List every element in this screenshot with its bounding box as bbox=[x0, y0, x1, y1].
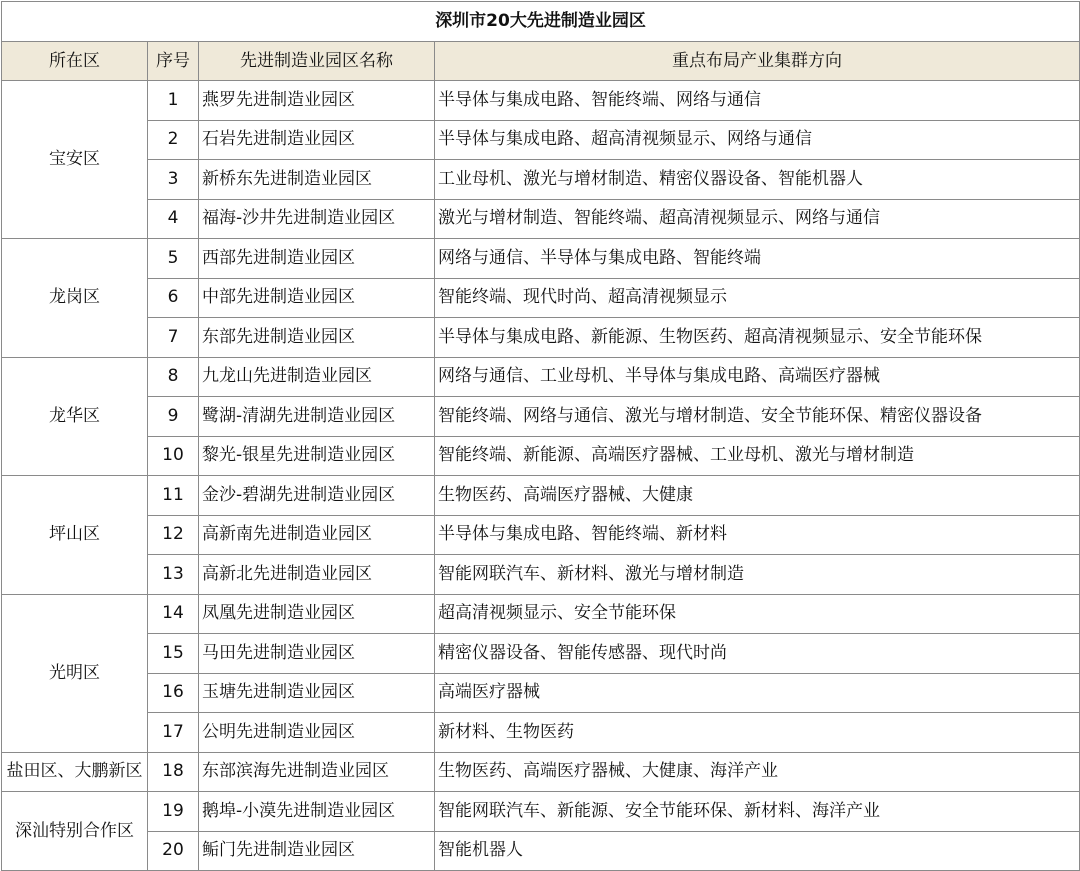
seq-cell: 10 bbox=[148, 436, 199, 476]
seq-cell: 6 bbox=[148, 278, 199, 318]
industry-cell: 高端医疗器械 bbox=[435, 673, 1080, 713]
header-park-name: 先进制造业园区名称 bbox=[199, 42, 435, 81]
industry-cell: 智能网联汽车、新材料、激光与增材制造 bbox=[435, 555, 1080, 595]
industry-cell: 生物医药、高端医疗器械、大健康、海洋产业 bbox=[435, 752, 1080, 792]
table-row bbox=[2, 318, 1080, 358]
district-cell: 龙岗区 bbox=[2, 239, 148, 358]
park-name-cell: 鹅埠-小漠先进制造业园区 bbox=[199, 792, 435, 832]
industry-cell: 精密仪器设备、智能传感器、现代时尚 bbox=[435, 634, 1080, 674]
seq-cell: 9 bbox=[148, 397, 199, 437]
industry-cell: 智能终端、新能源、高端医疗器械、工业母机、激光与增材制造 bbox=[435, 436, 1080, 476]
industry-cell: 半导体与集成电路、智能终端、网络与通信 bbox=[435, 81, 1080, 121]
table-row bbox=[2, 357, 1080, 397]
park-name-cell: 新桥东先进制造业园区 bbox=[199, 160, 435, 200]
seq-cell: 1 bbox=[148, 81, 199, 121]
table-row bbox=[2, 831, 1080, 871]
table-row bbox=[2, 673, 1080, 713]
table-row bbox=[2, 278, 1080, 318]
header-row bbox=[2, 42, 1080, 81]
table-row bbox=[2, 634, 1080, 674]
title-row bbox=[2, 2, 1080, 42]
header-district: 所在区 bbox=[2, 42, 148, 81]
industry-cell: 网络与通信、工业母机、半导体与集成电路、高端医疗器械 bbox=[435, 357, 1080, 397]
table-row bbox=[2, 160, 1080, 200]
park-name-cell: 福海-沙井先进制造业园区 bbox=[199, 199, 435, 239]
seq-cell: 12 bbox=[148, 515, 199, 555]
park-name-cell: 凤凰先进制造业园区 bbox=[199, 594, 435, 634]
district-cell: 光明区 bbox=[2, 594, 148, 752]
seq-cell: 3 bbox=[148, 160, 199, 200]
park-name-cell: 鹭湖-清湖先进制造业园区 bbox=[199, 397, 435, 437]
seq-cell: 2 bbox=[148, 120, 199, 160]
industry-cell: 智能终端、网络与通信、激光与增材制造、安全节能环保、精密仪器设备 bbox=[435, 397, 1080, 437]
table-body bbox=[2, 81, 1080, 871]
park-name-cell: 高新南先进制造业园区 bbox=[199, 515, 435, 555]
industry-cell: 网络与通信、半导体与集成电路、智能终端 bbox=[435, 239, 1080, 279]
park-name-cell: 九龙山先进制造业园区 bbox=[199, 357, 435, 397]
table-row bbox=[2, 239, 1080, 279]
industry-cell: 生物医药、高端医疗器械、大健康 bbox=[435, 476, 1080, 516]
table-row bbox=[2, 792, 1080, 832]
seq-cell: 4 bbox=[148, 199, 199, 239]
park-name-cell: 石岩先进制造业园区 bbox=[199, 120, 435, 160]
seq-cell: 15 bbox=[148, 634, 199, 674]
park-name-cell: 鲘门先进制造业园区 bbox=[199, 831, 435, 871]
table-row bbox=[2, 397, 1080, 437]
industry-cell: 半导体与集成电路、智能终端、新材料 bbox=[435, 515, 1080, 555]
park-name-cell: 黎光-银星先进制造业园区 bbox=[199, 436, 435, 476]
industry-cell: 半导体与集成电路、超高清视频显示、网络与通信 bbox=[435, 120, 1080, 160]
table-row bbox=[2, 752, 1080, 792]
table-row bbox=[2, 199, 1080, 239]
seq-cell: 16 bbox=[148, 673, 199, 713]
table-row bbox=[2, 515, 1080, 555]
industry-cell: 工业母机、激光与增材制造、精密仪器设备、智能机器人 bbox=[435, 160, 1080, 200]
park-name-cell: 玉塘先进制造业园区 bbox=[199, 673, 435, 713]
table-row bbox=[2, 120, 1080, 160]
seq-cell: 18 bbox=[148, 752, 199, 792]
park-name-cell: 西部先进制造业园区 bbox=[199, 239, 435, 279]
seq-cell: 5 bbox=[148, 239, 199, 279]
industry-cell: 半导体与集成电路、新能源、生物医药、超高清视频显示、安全节能环保 bbox=[435, 318, 1080, 358]
industry-cell: 智能网联汽车、新能源、安全节能环保、新材料、海洋产业 bbox=[435, 792, 1080, 832]
seq-cell: 17 bbox=[148, 713, 199, 753]
industry-cell: 智能终端、现代时尚、超高清视频显示 bbox=[435, 278, 1080, 318]
industry-cell: 新材料、生物医药 bbox=[435, 713, 1080, 753]
industry-cell: 超高清视频显示、安全节能环保 bbox=[435, 594, 1080, 634]
header-industry: 重点布局产业集群方向 bbox=[435, 42, 1080, 81]
table-row bbox=[2, 713, 1080, 753]
table-row bbox=[2, 476, 1080, 516]
district-cell: 坪山区 bbox=[2, 476, 148, 595]
seq-cell: 13 bbox=[148, 555, 199, 595]
parks-table bbox=[1, 1, 1080, 871]
seq-cell: 20 bbox=[148, 831, 199, 871]
park-name-cell: 中部先进制造业园区 bbox=[199, 278, 435, 318]
seq-cell: 19 bbox=[148, 792, 199, 832]
seq-cell: 7 bbox=[148, 318, 199, 358]
district-cell: 龙华区 bbox=[2, 357, 148, 476]
seq-cell: 14 bbox=[148, 594, 199, 634]
park-name-cell: 马田先进制造业园区 bbox=[199, 634, 435, 674]
table-row bbox=[2, 555, 1080, 595]
park-name-cell: 高新北先进制造业园区 bbox=[199, 555, 435, 595]
park-name-cell: 东部先进制造业园区 bbox=[199, 318, 435, 358]
table-row bbox=[2, 81, 1080, 121]
park-name-cell: 金沙-碧湖先进制造业园区 bbox=[199, 476, 435, 516]
industry-cell: 智能机器人 bbox=[435, 831, 1080, 871]
district-cell: 宝安区 bbox=[2, 81, 148, 239]
district-cell: 盐田区、大鹏新区 bbox=[2, 752, 148, 792]
industry-cell: 激光与增材制造、智能终端、超高清视频显示、网络与通信 bbox=[435, 199, 1080, 239]
table-row bbox=[2, 594, 1080, 634]
table-title: 深圳市20大先进制造业园区 bbox=[2, 2, 1080, 42]
table-row bbox=[2, 436, 1080, 476]
park-name-cell: 公明先进制造业园区 bbox=[199, 713, 435, 753]
park-name-cell: 燕罗先进制造业园区 bbox=[199, 81, 435, 121]
seq-cell: 8 bbox=[148, 357, 199, 397]
header-seq: 序号 bbox=[148, 42, 199, 81]
park-name-cell: 东部滨海先进制造业园区 bbox=[199, 752, 435, 792]
seq-cell: 11 bbox=[148, 476, 199, 516]
district-cell: 深汕特别合作区 bbox=[2, 792, 148, 871]
